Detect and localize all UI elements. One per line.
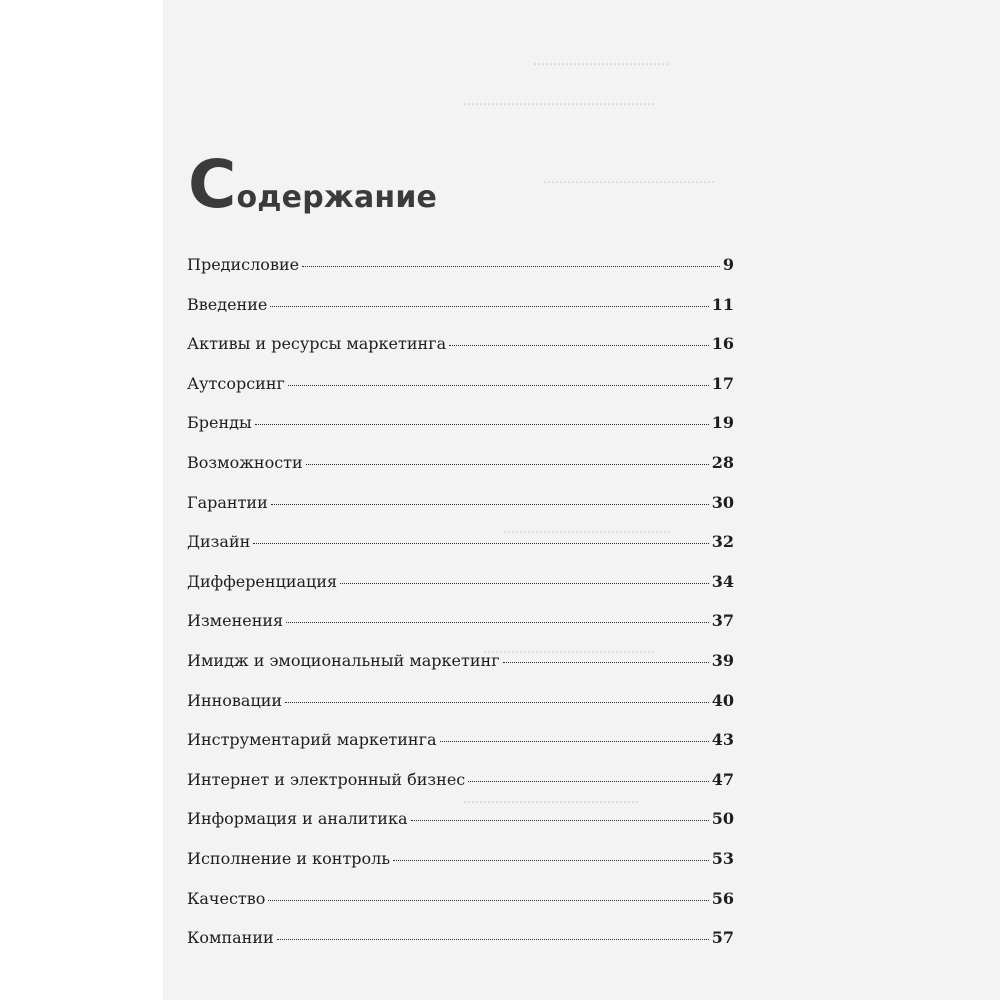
toc-entry-label: Качество bbox=[187, 888, 266, 908]
dot-leader bbox=[340, 583, 709, 584]
toc-entry-page-number: 37 bbox=[711, 611, 734, 631]
toc-entry-page-number: 43 bbox=[711, 730, 734, 750]
title-rest: одержание bbox=[236, 180, 438, 215]
toc-entry-page-number: 28 bbox=[711, 452, 734, 472]
dot-leader bbox=[286, 622, 709, 623]
page-title bbox=[188, 146, 438, 223]
toc-entry-page-number: 57 bbox=[711, 928, 734, 948]
dot-leader bbox=[268, 900, 708, 901]
dot-leader bbox=[440, 741, 709, 742]
dot-leader bbox=[503, 662, 709, 663]
toc-entry-page-number: 32 bbox=[711, 532, 734, 552]
dot-leader bbox=[393, 860, 709, 861]
toc-entry bbox=[187, 408, 734, 448]
dot-leader bbox=[411, 820, 709, 821]
toc-entry-label: Изменения bbox=[187, 611, 284, 631]
dot-leader bbox=[277, 939, 709, 940]
toc-entry-label: Компании bbox=[187, 928, 274, 948]
toc-entry-label: Дифференциация bbox=[187, 571, 338, 591]
toc-entry-page-number: 39 bbox=[711, 650, 734, 670]
toc-entry bbox=[187, 567, 734, 607]
toc-entry-label: Исполнение и контроль bbox=[187, 848, 391, 868]
toc-entry-label: Аутсорсинг bbox=[187, 373, 285, 393]
toc-entry-label: Инструментарий маркетинга bbox=[187, 730, 437, 750]
toc-entry-page-number: 30 bbox=[711, 492, 734, 512]
toc-entry bbox=[187, 844, 734, 884]
toc-entry-page-number: 53 bbox=[711, 848, 734, 868]
toc-entry-page-number: 17 bbox=[711, 373, 734, 393]
title-initial: С bbox=[188, 146, 237, 223]
toc-entry-label: Введение bbox=[187, 294, 268, 314]
toc-entry-page-number: 47 bbox=[711, 769, 734, 789]
toc-entry-label: Гарантии bbox=[187, 492, 268, 512]
dot-leader bbox=[449, 345, 709, 346]
toc-entry-page-number: 34 bbox=[711, 571, 734, 591]
toc-entry-label: Интернет и электронный бизнес bbox=[187, 769, 466, 789]
toc-entry bbox=[187, 884, 734, 924]
dot-leader bbox=[468, 781, 708, 782]
toc-entry bbox=[187, 488, 734, 528]
dot-leader bbox=[285, 702, 709, 703]
toc-entry-label: Возможности bbox=[187, 452, 303, 472]
toc-entry bbox=[187, 606, 734, 646]
left-margin bbox=[0, 0, 163, 1000]
dot-leader bbox=[253, 543, 708, 544]
dot-leader bbox=[271, 504, 709, 505]
toc-entry-label: Дизайн bbox=[187, 532, 251, 552]
toc-entry bbox=[187, 290, 734, 330]
toc-entry-page-number: 9 bbox=[722, 255, 734, 274]
bleed-through-text: ........................................... bbox=[543, 170, 715, 187]
toc-entry-label: Информация и аналитика bbox=[187, 809, 408, 829]
toc-entry-page-number: 50 bbox=[711, 809, 734, 829]
toc-entry bbox=[187, 765, 734, 805]
toc-entry-label: Имидж и эмоциональный маркетинг bbox=[187, 650, 500, 670]
toc-entry bbox=[187, 923, 734, 963]
bleed-through-text: ............................................ bbox=[463, 790, 639, 807]
toc-entry bbox=[187, 686, 734, 726]
toc-entry bbox=[187, 329, 734, 369]
dot-leader bbox=[270, 306, 708, 307]
toc-entry-page-number: 11 bbox=[711, 294, 734, 314]
toc-entry-page-number: 40 bbox=[711, 690, 734, 710]
bleed-through-text: .......................................... bbox=[503, 520, 671, 537]
toc-entry bbox=[187, 527, 734, 567]
bleed-through-text: ........................................... bbox=[483, 640, 655, 657]
dot-leader bbox=[288, 385, 709, 386]
dot-leader bbox=[302, 266, 720, 267]
toc-entry bbox=[187, 804, 734, 844]
toc-entry-label: Предисловие bbox=[187, 255, 300, 274]
bleed-through-text: .................................. bbox=[533, 52, 669, 69]
dot-leader bbox=[255, 424, 709, 425]
toc-entry bbox=[187, 369, 734, 409]
toc-entry-label: Бренды bbox=[187, 413, 252, 433]
toc-entry bbox=[187, 448, 734, 488]
bleed-through-text: ................................................ bbox=[463, 92, 655, 109]
toc-entry-page-number: 56 bbox=[711, 888, 734, 908]
table-of-contents bbox=[187, 250, 734, 963]
toc-entry bbox=[187, 646, 734, 686]
dot-leader bbox=[306, 464, 709, 465]
toc-entry-page-number: 16 bbox=[711, 334, 734, 354]
toc-entry-page-number: 19 bbox=[711, 413, 734, 433]
toc-entry bbox=[187, 725, 734, 765]
toc-entry-label: Активы и ресурсы маркетинга bbox=[187, 334, 447, 354]
toc-entry-label: Инновации bbox=[187, 690, 283, 710]
toc-entry bbox=[187, 250, 734, 290]
